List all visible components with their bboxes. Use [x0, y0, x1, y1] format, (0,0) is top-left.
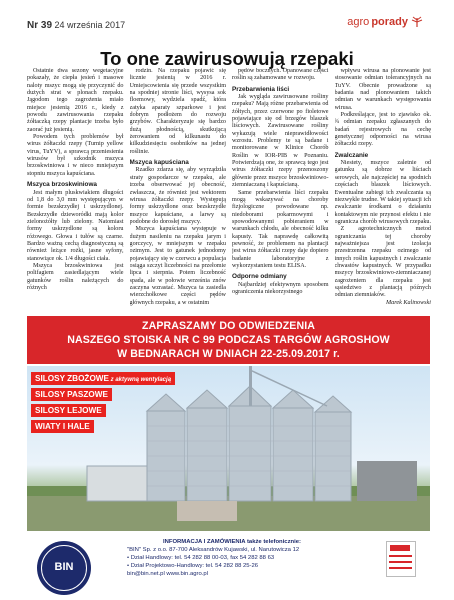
issue-number: Nr 39 [27, 20, 53, 31]
wheat-icon [410, 16, 424, 28]
paragraph: Ostatnie dwa sezony wegetacyjne pokazały, że ciepła jesień i masowe naloty mszyc mogą się przyczynić do dużych strat w plonach rzepaku. Jągodom tego zagrożenia miało miejsce jesienią 2016 r., kiedy z powodu zawirusowania rzepaku żółtaczką rzepy plantacje trzeba było zaorać już jesienią. [27, 68, 124, 133]
contact-projects: • Dział Projektowo-Handlowy: tel. 54 282 88 25-26 [127, 563, 259, 569]
paragraph: Jak wygląda zawirusowane rośliny rzepaku? Mają różne przebarwienia od żółtych, przez czerwone po fioletowe pojawiające się od brzegów blaszek liściowych. Zawirusowane rośliny wykazują wiele nieprawidłowości wzrostu. Problemy te są badane i monitorowane w Klinice Chorób Roślin w IOR-PIB w Poznaniu. Potwierdzają one, że sprawcą tego jest wirus żółtaczki rzepy przenoszony głównie przez mszyce brzoskwiniowo-ziemniaczaną i kapuścianą. [232, 94, 329, 189]
ad-line-1: ZAPRASZAMY DO ODWIEDZENIA [142, 320, 315, 332]
brand-part1: agro [347, 16, 370, 28]
section-heading: Mszyca brzoskwiniowa [27, 181, 97, 189]
paragraph: Z agrotechnicznych metod ograniczania tej choroby najważniejsza jest izolacja przestrzenna rzepaku ozimego od innych roślin kapustnych i zwalczanie chwastów kapustnych. W przypadku mszycy brzoskwiniowo-ziemniaczanej zagrożeniem dla rzepaku jest sąsiedztwo z plantacją późnych odmian ziemniaków. [334, 226, 431, 299]
article-column-4 [335, 68, 432, 310]
author-signature: Marek Kalinowski [386, 299, 431, 306]
issue-info [27, 20, 125, 31]
article-column-2 [130, 68, 227, 310]
paragraph: Powodem tych problemów był wirus żółtaczki rzepy (Turnip yellow virus, TuYV), a sprawcą przeniesienia wirusów był szkodnik mszyca brzoskwiniowa i w nieco mniejszym stopniu mszyca kapuściana. [27, 134, 124, 177]
contact-heading: INFORMACJA I ZAMÓWIENIA także telefonicznie: [162, 539, 301, 545]
paragraph: Jest małym pluskwiakiem długości od 1,8 do 3,0 mm występującym w formie bezskrzydłej i uskrzydlonej. Bezskrzydłe dzieworódki mają kolor zielonożółty lub zielony. Natomiast formy uskrzydlone są koloru różowego. Głowa i tułów są czarne. Bardzo ważną cechą diagnostyczną są również leżące rożki, jasne syfony, stanowiące ok. 1/4 długości ciała. [27, 189, 124, 262]
ad-banner [27, 316, 430, 364]
brand-part2: porady [371, 16, 408, 28]
ad-footer [27, 535, 430, 593]
paragraph: Rzadko zdarza się, aby wyrządziła straty gospodarcze w rzepaku, ale trzeba obserwować jej obecność, zwłaszcza, że również jest wektorem wirusa żółtaczki rzepy. Występują formy uskrzydlone oraz bezskrzydłe mszyce kapuściane, a larwy są podobne do dorosłej mszycy. [129, 167, 226, 225]
bin-logo [37, 541, 91, 595]
paragraph: Same przebarwienia liści rzepaku mogą wskazywać na choroby fizjologiczne powodowane np. niedoborami pokarmowymi i spowodowanymi pobieraniem w warunkach chłodu, ale obecność kilku kapusty. Tak naprawdę całkowitą pewność, że problemem na plantacji jest wirus żółtaczki rzepy daje dopiero badanie laboratoryjne z wykorzystaniem testu ELISA. [232, 189, 329, 269]
contact-address: "BIN" Sp. z o.o. 87-700 Aleksandrów Kujawski, ul. Narutowicza 12 [127, 547, 300, 553]
section-heading: Zwalczanie [334, 151, 369, 159]
issue-date: 24 września 2017 [54, 20, 126, 30]
paragraph: Mszyca brzoskwiniowa jest polifagiem zasiedlającym wiele gatunków roślin należących do różnych [27, 262, 124, 291]
paragraph: pędów bocznych. Opanowane części roślin są zahamowane w rozwoju. [232, 68, 329, 82]
article-body [27, 68, 431, 310]
paragraph: rodzin. Na rzepaku pojawić się licznie jesienią w 2016 r. Umiejscowienia się przede wszystkim na spodniej stronie liści, wysysa sok floemowy, wydziela spadź, która zatyka aparaty szparkowe i jest dobrym podłożem do rozwoju grzybów. Charakteryzuje się bardzo dużą płodnością, skutkującą żerowaniem od kilkunastu do kilkudziesięciu osobników na jednej roślinie. [129, 68, 226, 155]
tag-silosy-lejowe: SILOSY LEJOWE [31, 404, 106, 417]
tag-silosy-zbozowe: SILOSY ZBOŻOWE z aktywną wentylacją [31, 372, 175, 385]
article-title: To one zawirusowują rzepaki [100, 48, 354, 69]
bin-logo-text: BIN [54, 561, 74, 573]
tag-silosy-paszowe: SILOSY PASZOWE [31, 388, 112, 401]
article-column-1 [27, 68, 124, 310]
paragraph: Niestety, mszyce zaletnie od gatunku są dobrze w liściach serowych, ale najczęściej na spodnich częściach blaszek liściowych. Ewentualne zabiegi ich zwalczania są niezwykle trudne. W takiej sytuacji ich zwalczanie środkami o działaniu kontaktowym nie przynosi efektu i nie ogranicza chorób wirusowych rzepaku. [334, 160, 431, 225]
section-heading: Mszyca kapuściana [129, 159, 189, 167]
award-badge-icon [386, 541, 416, 577]
silo-photo [27, 366, 430, 531]
brand-logo [347, 16, 424, 28]
ad-line-3: W BEDNARACH W DNIACH 22-25.09.2017 r. [117, 348, 340, 360]
product-tags [31, 372, 175, 436]
section-heading: Odporne odmiany [232, 273, 287, 281]
paragraph: wpływu wirusa na plonowanie jest stosowanie odmian tolerancyjnych na TuYV. Obecnie prowadzone są badania nad plonowaniem takich odmian w warunkach występowania wirusa. [334, 68, 431, 111]
section-heading: Przebarwienia liści [232, 85, 290, 93]
tag-wiaty-i-hale: WIATY I HALE [31, 420, 94, 433]
page-header [0, 0, 454, 34]
article-column-3 [232, 68, 329, 310]
contact-web[interactable]: bin@bin.net.pl www.bin.agro.pl [127, 571, 208, 577]
paragraph: Podkreślające, jest to zjawisko ok. ¾ odmian rzepaku zgłaszanych do badań rejestrowych na cechę genetycznej odporności na wirusa żółtaczki rzepy. [334, 112, 431, 148]
ad-line-2: NASZEGO STOISKA NR C 99 PODCZAS TARGÓW AGROSHOW [67, 334, 390, 346]
paragraph: Najbardziej efektywnym sposobem ograniczenia niekorzystnego [232, 281, 329, 295]
paragraph: Mszyca kapuściana występuje w dużym nasileniu na rzepaku jarym i gorczycy, w mniejszym w rzepaku ozimym. Jest to gatunek jednodomy pojawiający się w czerwcu a populacja osiąga szczyt liczebności na przełomie lipca i sierpnia. Potem liczebność spada, ale w połowie września znów zaczyna wzrastać. Mszyca ta zasiedla wierzchołkowe części pędów głównych rzepaku, a w ostatnim [129, 226, 226, 306]
contact-sales: • Dział Handlowy: tel. 54 282 88 00-03, fax 54 282 88 63 [127, 555, 275, 561]
contact-info [127, 538, 337, 578]
